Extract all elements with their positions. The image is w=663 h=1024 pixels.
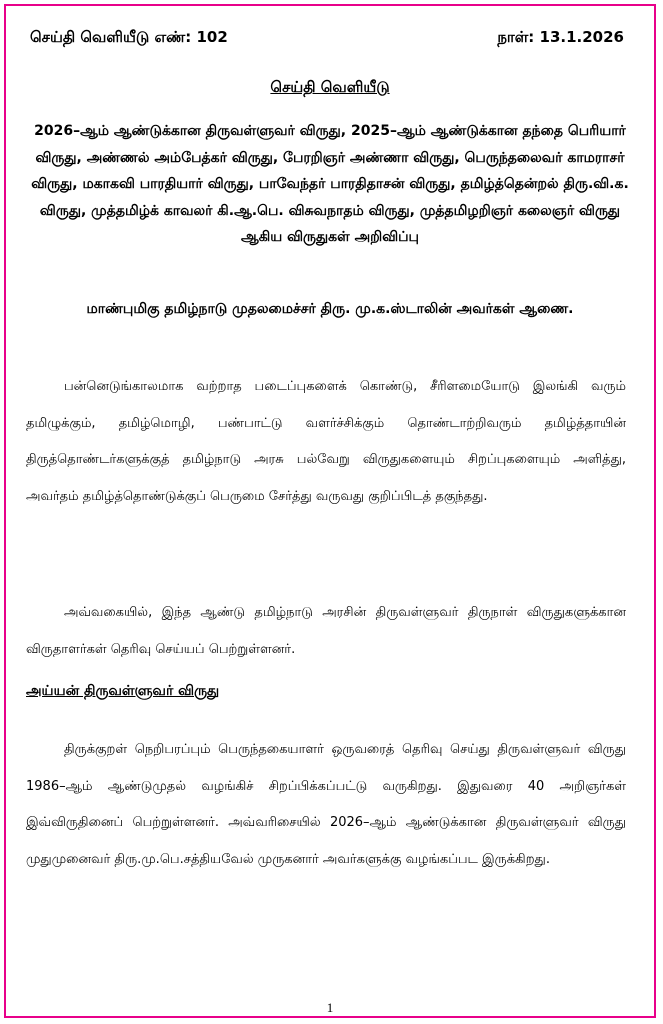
order-line: மாண்புமிகு தமிழ்நாடு முதலமைச்சர் திரு. மு.க.ஸ்டாலின் அவர்கள் ஆணை.	[86, 301, 574, 317]
paragraph-selection: அவ்வகையில், இந்த ஆண்டு தமிழ்நாடு அரசின் திருவள்ளுவர் திருநாள் விருதுகளுக்கான விருதாளர்கள் தெரிவு செய்யப் பெற்றுள்ளனர்.	[26, 605, 626, 657]
paragraph-thiruvalluvar-award: திருக்குறள் நெறிபரப்பும் பெருந்தகையாளர் ஒருவரைத் தெரிவு செய்து திருவள்ளுவர் விருது 1986–ஆம் ஆண்டுமுதல் வழங்கிச் சிறப்பிக்கப்பட்டு வருகிறது. இதுவரை 40 அறிஞர்கள் இவ்விருதினைப் பெற்றுள்ளனர். அவ்வரிசையில் 2026–ஆம் ஆண்டுக்கான திருவள்ளுவர் விருது முதுமுனைவர் திரு.மு.பெ.சத்தியவேல் முருகனார் அவர்களுக்கு வழங்கப்பட இருக்கிறது.	[26, 742, 626, 867]
subject-heading: 2026–ஆம் ஆண்டுக்கான திருவள்ளுவர் விருது, 2025–ஆம் ஆண்டுக்கான தந்தை பெரியார் விருது, அண்ணல் அம்பேத்கர் விருது, பேரறிஞர் அண்ணா விருது, பெருந்தலைவர் காமராசர் விருது, மகாகவி பாரதியார் விருது, பாவேந்தர் பாரதிதாசன் விருது, தமிழ்த்தென்றல் திரு.வி.க. விருது, முத்தமிழ்க் காவலர் கி.ஆ.பெ. விசுவநாதம் விருது, முத்தமிழறிஞர் கலைஞர் விருது ஆகிய விருதுகள் அறிவிப்பு	[31, 123, 629, 245]
paragraph-intro: பன்னெடுங்காலமாக வற்றாத படைப்புகளைக் கொண்டு, சீரிளமையோடு இலங்கி வரும் தமிழுக்கும், தமிழ்மொழி, பண்பாட்டு வளர்ச்சிக்கும் தொண்டாற்றிவரும் தமிழ்த்தாயின் திருத்தொண்டர்களுக்குத் தமிழ்நாடு அரசு பல்வேறு விருதுகளையும் சிறப்புகளையும் அளித்து, அவர்தம் தமிழ்த்தொண்டுக்குப் பெருமை சேர்த்து வருவது குறிப்பிடத் தகுந்தது.	[26, 379, 626, 504]
page-number: 1	[326, 1000, 334, 1015]
release-number: செய்தி வெளியீடு எண்: 102	[30, 28, 228, 46]
document-header	[30, 28, 630, 50]
release-date: நாள்: 13.1.2026	[497, 28, 624, 46]
document-page	[4, 4, 656, 1018]
section-heading-thiruvalluvar-award: அய்யன் திருவள்ளுவர் விருது	[26, 683, 220, 699]
document-title: செய்தி வெளியீடு	[270, 78, 390, 96]
